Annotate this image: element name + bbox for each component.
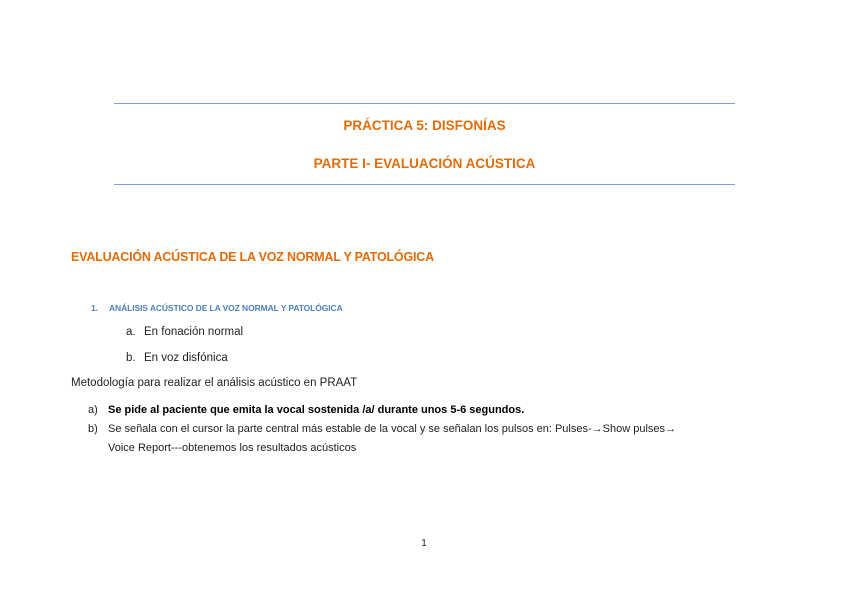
sub-item-b (126, 352, 228, 364)
methodology-intro: Metodología para realizar el análisis acústico en PRAAT (71, 377, 358, 389)
step-text: Se señala con el cursor la parte central más estable de la vocal y se señalan los pulsos en: Pulses-→Show pulses→ (108, 423, 677, 435)
sub-item-text: En fonación normal (144, 326, 244, 338)
sub-item-label: b. (126, 352, 136, 364)
method-step-b-continuation: Voice Report---obtenemos los resultados acústicos (108, 442, 357, 454)
page-number: 1 (421, 538, 427, 549)
heading-label: ANÁLISIS ACÚSTICO DE LA VOZ NORMAL Y PATOLÓGICA (109, 303, 343, 313)
header-rule-top (114, 103, 735, 104)
sub-item-label: a. (126, 326, 136, 338)
document-title: PRÁCTICA 5: DISFONÍAS (343, 118, 506, 133)
document-subtitle: PARTE I- EVALUACIÓN ACÚSTICA (313, 156, 536, 171)
heading-number: 1. (91, 303, 98, 313)
header-rule-bottom (114, 184, 735, 185)
sub-item-text: En voz disfónica (144, 352, 228, 364)
section-heading: EVALUACIÓN ACÚSTICA DE LA VOZ NORMAL Y PATOLÓGICA (71, 250, 434, 264)
step-text: Se pide al paciente que emita la vocal sostenida /a/ durante unos 5-6 segundos. (108, 404, 525, 416)
method-step-a (88, 404, 524, 416)
step-label: a) (88, 404, 98, 416)
numbered-heading-1 (91, 303, 343, 313)
step-label: b) (88, 423, 98, 435)
sub-item-a (126, 326, 243, 338)
method-step-b (88, 423, 676, 435)
